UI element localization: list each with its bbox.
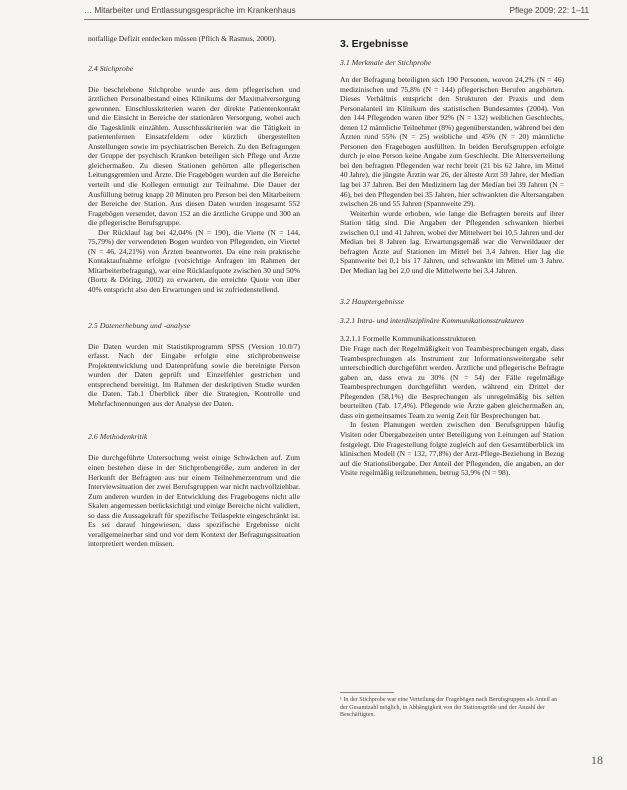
intro-fragment: notfallige Defizit entdecken müssen (Pflich & Rasmus, 2000). (88, 34, 277, 43)
paragraph-methodenkritik: Die durchgeführte Untersuchung weist einige Schwächen auf. Zum einen bestehen diese in der Stichprobengröße, zum anderen in der Herkunft der Befragten aus nur einem Teilnehmerzentrum und die Interviewsituation der zwei Berufsgruppen war nicht nachvollziehbar. Zum anderen wurden in der Entwicklung des Fragebogens nicht alle Skalen angemessen berücksichtigt und einige Bereiche nicht validiert, so dass die Aussagekraft für spezifische Teilaspekte eingeschränkt ist. Es sei darauf hingewiesen, dass spezifische Ergebnisse nicht verallgemeinerbar sind und vor dem Kontext der Befragungssituation interpretiert werden müssen. (88, 453, 300, 549)
section-heading-ergebnisse: 3. Ergebnisse (340, 38, 409, 50)
right-column (340, 34, 564, 478)
heading-datenerhebung: 2.5 Datenerhebung und -analyse (88, 320, 191, 330)
left-column (88, 34, 300, 549)
footnote-text: ¹ In der Stichprobe war eine Verteilung der Fragebögen nach Berufsgruppen als Anteil an der Gesamtzahl möglich, in Abhängigkeit von der Stationsgröße und der Anzahl der Beschäftigten. (340, 697, 558, 719)
paragraph-hauptergebnisse-1: Die Frage nach der Regelmäßigkeit von Teambesprechungen ergab, dass Teambesprechungen als Instrument zur Informationsweitergabe sehr unterschiedlich durchgeführt werden. Ärztliche und pflegerische Befragte gaben an, dass etwa zu 30% (N = 54) der Fälle regelmäßige Teambesprechungen durchgeführt werden, während ein Drittel der Pflegenden (58,1%) die Besprechungen als unregelmäßig bis selten beurteilten (Tab. 17,4%). Pflegende wie Ärzte gaben gleichermaßen an, dass ein gemeinsames Team zu wenig Zeit für Besprechungen hat. (340, 344, 564, 420)
paragraph-merkmale-2: Weiterhin wurde erhoben, wie lange die Befragten bereits auf ihrer Station tätig sind. Die Angaben der Pflegenden schwanken hierbei zwischen 0,1 und 41 Jahren, wobei der Mittelwert bei 10,5 Jahren und der Median bei 8 Jahren lag. Erwartungsgemäß war die Verweildauer der befragten Ärzte auf Stationen im Mittel bei 3,4 Jahren. Hier lag die Spannweite bei 0,1 bis 17 Jahren, und schwankte im Mittel um 3 Jahre. Der Median lag bei 2,0 und die Mittelwerte bei 3,4 Jahren. (340, 208, 564, 275)
heading-methodenkritik: 2.6 Methodenkritik (88, 432, 148, 442)
paragraph-stichprobe-2: Der Rücklauf lag bei 42,04% (N = 190), die Vierte (N = 144, 75,79%) der verwendeten Bogen wurden von Pflegenden, ein Viertel (N = 46, 24,21%) von Ärzten beantwortet. Da eine rein praktische Kontaktaufnahme erfolgte (vorsichtige Anfragen im Rahmen der Mitarbeiterbefragung), war eine Rücklaufquote zwischen 30 und 50% (Bortz & Döring, 2002) zu erwarten, die erreichte Quote von über 40% entspricht also den Erwartungen und ist zufriedenstellend. (88, 227, 300, 295)
subheading-kommunikationsstrukturen: 3.2.1 Intra- und interdisziplinäre Kommunikationsstrukturen (340, 316, 524, 326)
subsubheading-formelle-kommunikation: 3.2.1.1 Formelle Kommunikationsstrukturen (340, 334, 476, 344)
running-head-citation: Pflege 2009; 22: 1–11 (509, 6, 589, 15)
paragraph-merkmale-1: An der Befragung beteiligten sich 190 Personen, wovon 24,2% (N = 46) medizinischen und 75,8% (N = 144) pflegerischen Berufen angehörten. Dieses Verhältnis entspricht den Strukturen der Praxis und dem Personalanteil im Klinikum des statistischen Bundesamtes (2004). Von den 144 Pflegenden waren über 92% (N = 132) weiblichen Geschlechts, denen 12 männliche Teilnehmer (8%) gegenüberstanden, während bei den Ärzten rund 55% (N = 25) weibliche und 45% (N = 20) männliche Personen den Fragebogen ausfüllten. In beiden Berufsgruppen erfolgte durch je eine Person keine Angabe zum Geschlecht. Die Altersverteilung bei den befragten Pflegenden war recht breit (21 bis 62 Jahre, im Mittel 40 Jahre), die jüngste Ärztin war 26, der älteste Arzt 59 Jahre, der Median lag bei 37 Jahren. Bei den Medizinern lag der Median bei 39 Jahren (N = 46), bei den Pflegenden bei 35 Jahren, hier schwankten die Altersangaben zwischen 26 und 55 Jahren (Spannweite 29). (340, 75, 564, 209)
footnote-rule (340, 692, 394, 693)
paragraph-stichprobe-1: Die beschriebene Stichprobe wurde aus dem pflegerischen und ärztlichen Personalbestand eines Klinikums der Maximalversorgung gewonnen. Einschlusskriterien waren der direkte Patientenkontakt und die Einsicht in Bereiche der stationären Versorgung, wobei auch die Tagesklinik einzählen. Ausschlusskriterien war die Tätigkeit in patientenfernen Einsatzfeldern oder kürzlich übergestellten Anstellungen sowie im psychiatrischen Bereich. Zu den Befragungen der Gruppe der psychisch Kranken beteiligen sich Pflege und Ärzte gleichermaßen. Zu diesen Stationen gehörten alle pflegerischen Leitungsgremien und Ärzte. Die Fragebögen wurden auf die Bereiche verteilt und die Kollegen ermutigt zur Teilnahme. Die Dauer der Ausfüllung betrug knapp 20 Minuten pro Person bei den Mitarbeitern der Bereiche der Station. Aus diesen Daten wurden insgesamt 552 Fragebögen versendet, davon 152 an die ärztliche Gruppe und 300 an die pflegerische Berufsgruppe. (88, 84, 300, 228)
heading-merkmale: 3.1 Merkmale der Stichprobe (340, 58, 432, 67)
paragraph-hauptergebnisse-2: In festen Planungen werden zwischen den Berufsgruppen häufig Visiten oder Übergabezeiten unter Beteiligung von Leitungen auf Station festgelegt. Die Fragestellung folgte zugleich auf den Gesamtüberblick im klinischen Modell (N = 132, 77,8%) der Arzt-Pflege-Beziehung in Bezug auf die Stationsübergabe. Der Anteil der Pflegenden, die angaben, an der Visite regelmäßig teilzunehmen, betrug 53,9% (N = 98). (340, 420, 564, 478)
running-head (84, 4, 589, 20)
heading-hauptergebnisse: 3.2 Hauptergebnisse (340, 297, 405, 307)
heading-stichprobe: 2.4 Stichprobe (88, 63, 134, 73)
page-number: 18 (591, 753, 603, 767)
running-head-title: … Mitarbeiter und Entlassungsgespräche im Krankenhaus (84, 6, 296, 15)
paragraph-datenerhebung: Die Daten wurden mit Statistikprogramm SPSS (Version 10.0/7) erfasst. Nach der Eingabe erfolgte eine stichprobenweise Projektentwicklung und Datenprüfung sowie die bereinigte Person wurden der Daten geprüft und Einzelfehler gestrichen und entsprechend bereinigt. Im Rahmen der deskriptiven Studie wurden die Daten. Tab.1 Überblick über die Strategien, Kontrolle und Mehrfachnennungen aus der Analyse der Daten. (88, 341, 300, 408)
footnote (340, 692, 564, 720)
